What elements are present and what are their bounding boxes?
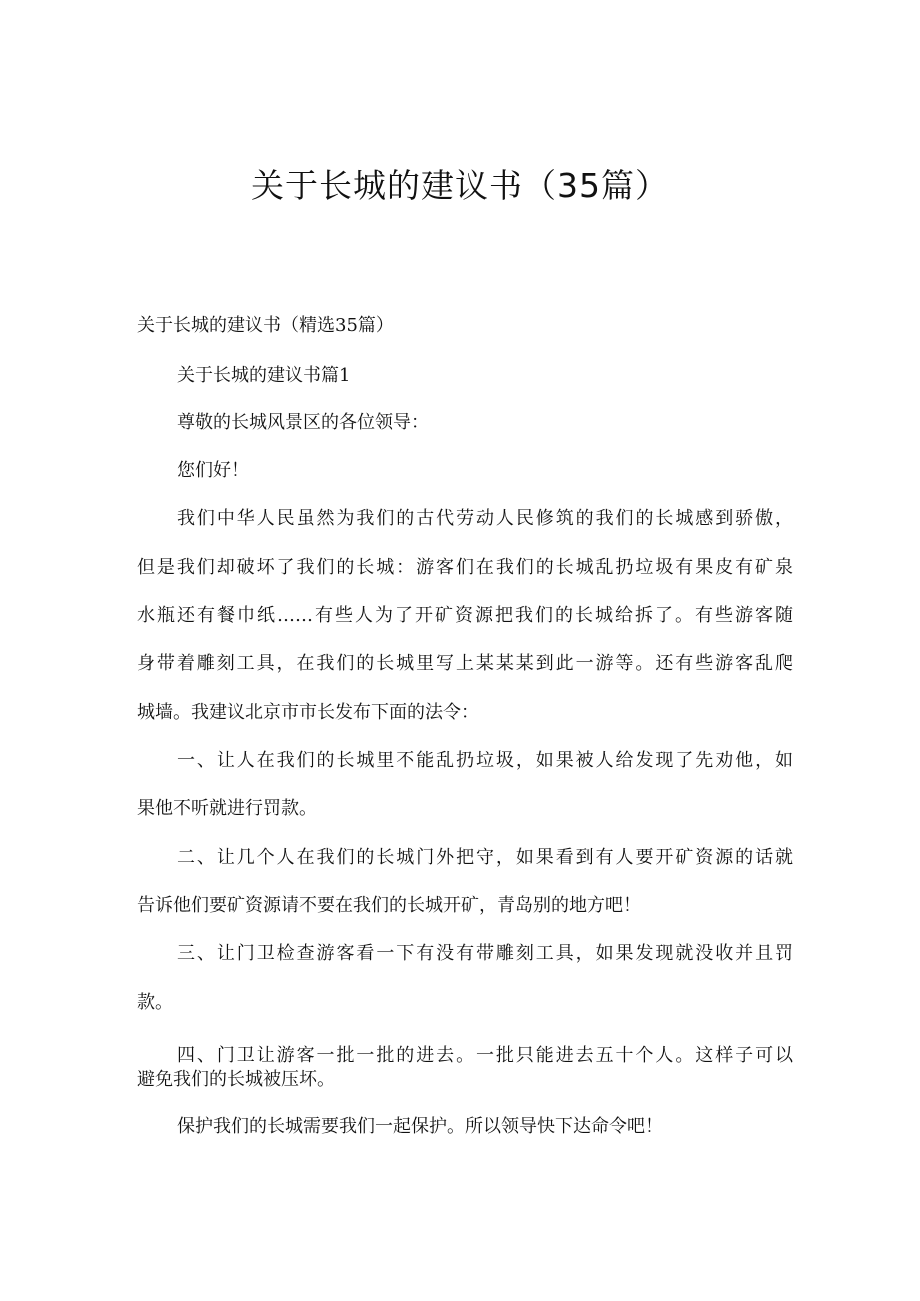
paragraph-line: 避免我们的长城被压坏。	[137, 1069, 335, 1090]
paragraph-line: 二、让几个人在我们的长城门外把守，如果看到有人要开矿资源的话就	[177, 847, 793, 868]
paragraph-line: 告诉他们要矿资源请不要在我们的长城开矿，青岛别的地方吧！	[137, 895, 641, 916]
paragraph-line: 四、门卫让游客一批一批的进去。一批只能进去五十个人。这样子可以	[177, 1045, 793, 1066]
paragraph-line: 保护我们的长城需要我们一起保护。所以领导快下达命令吧！	[177, 1116, 663, 1137]
paragraph-line: 一、让人在我们的长城里不能乱扔垃圾，如果被人给发现了先劝他，如	[177, 750, 793, 771]
greeting: 您们好！	[177, 460, 249, 481]
paragraph-line: 三、让门卫检查游客看一下有没有带雕刻工具，如果发现就没收并且罚	[177, 943, 793, 964]
paragraph-line: 水瓶还有餐巾纸……有些人为了开矿资源把我们的长城给拆了。有些游客随	[137, 605, 793, 626]
paragraph-line: 身带着雕刻工具，在我们的长城里写上某某某到此一游等。还有些游客乱爬	[137, 653, 793, 674]
paragraph-line: 城墙。我建议北京市市长发布下面的法令：	[137, 702, 479, 723]
salutation: 尊敬的长城风景区的各位领导：	[177, 412, 429, 433]
paragraph-line: 我们中华人民虽然为我们的古代劳动人民修筑的我们的长城感到骄傲，	[177, 508, 793, 529]
paragraph-line: 款。	[137, 992, 173, 1013]
paragraph-line: 但是我们却破坏了我们的长城：游客们在我们的长城乱扔垃圾有果皮有矿泉	[137, 557, 793, 578]
document-subtitle: 关于长城的建议书（精选35篇）	[137, 315, 394, 336]
section-heading: 关于长城的建议书篇1	[177, 365, 351, 386]
page-title: 关于长城的建议书（35篇）	[251, 166, 669, 205]
paragraph-line: 果他不听就进行罚款。	[137, 798, 317, 819]
